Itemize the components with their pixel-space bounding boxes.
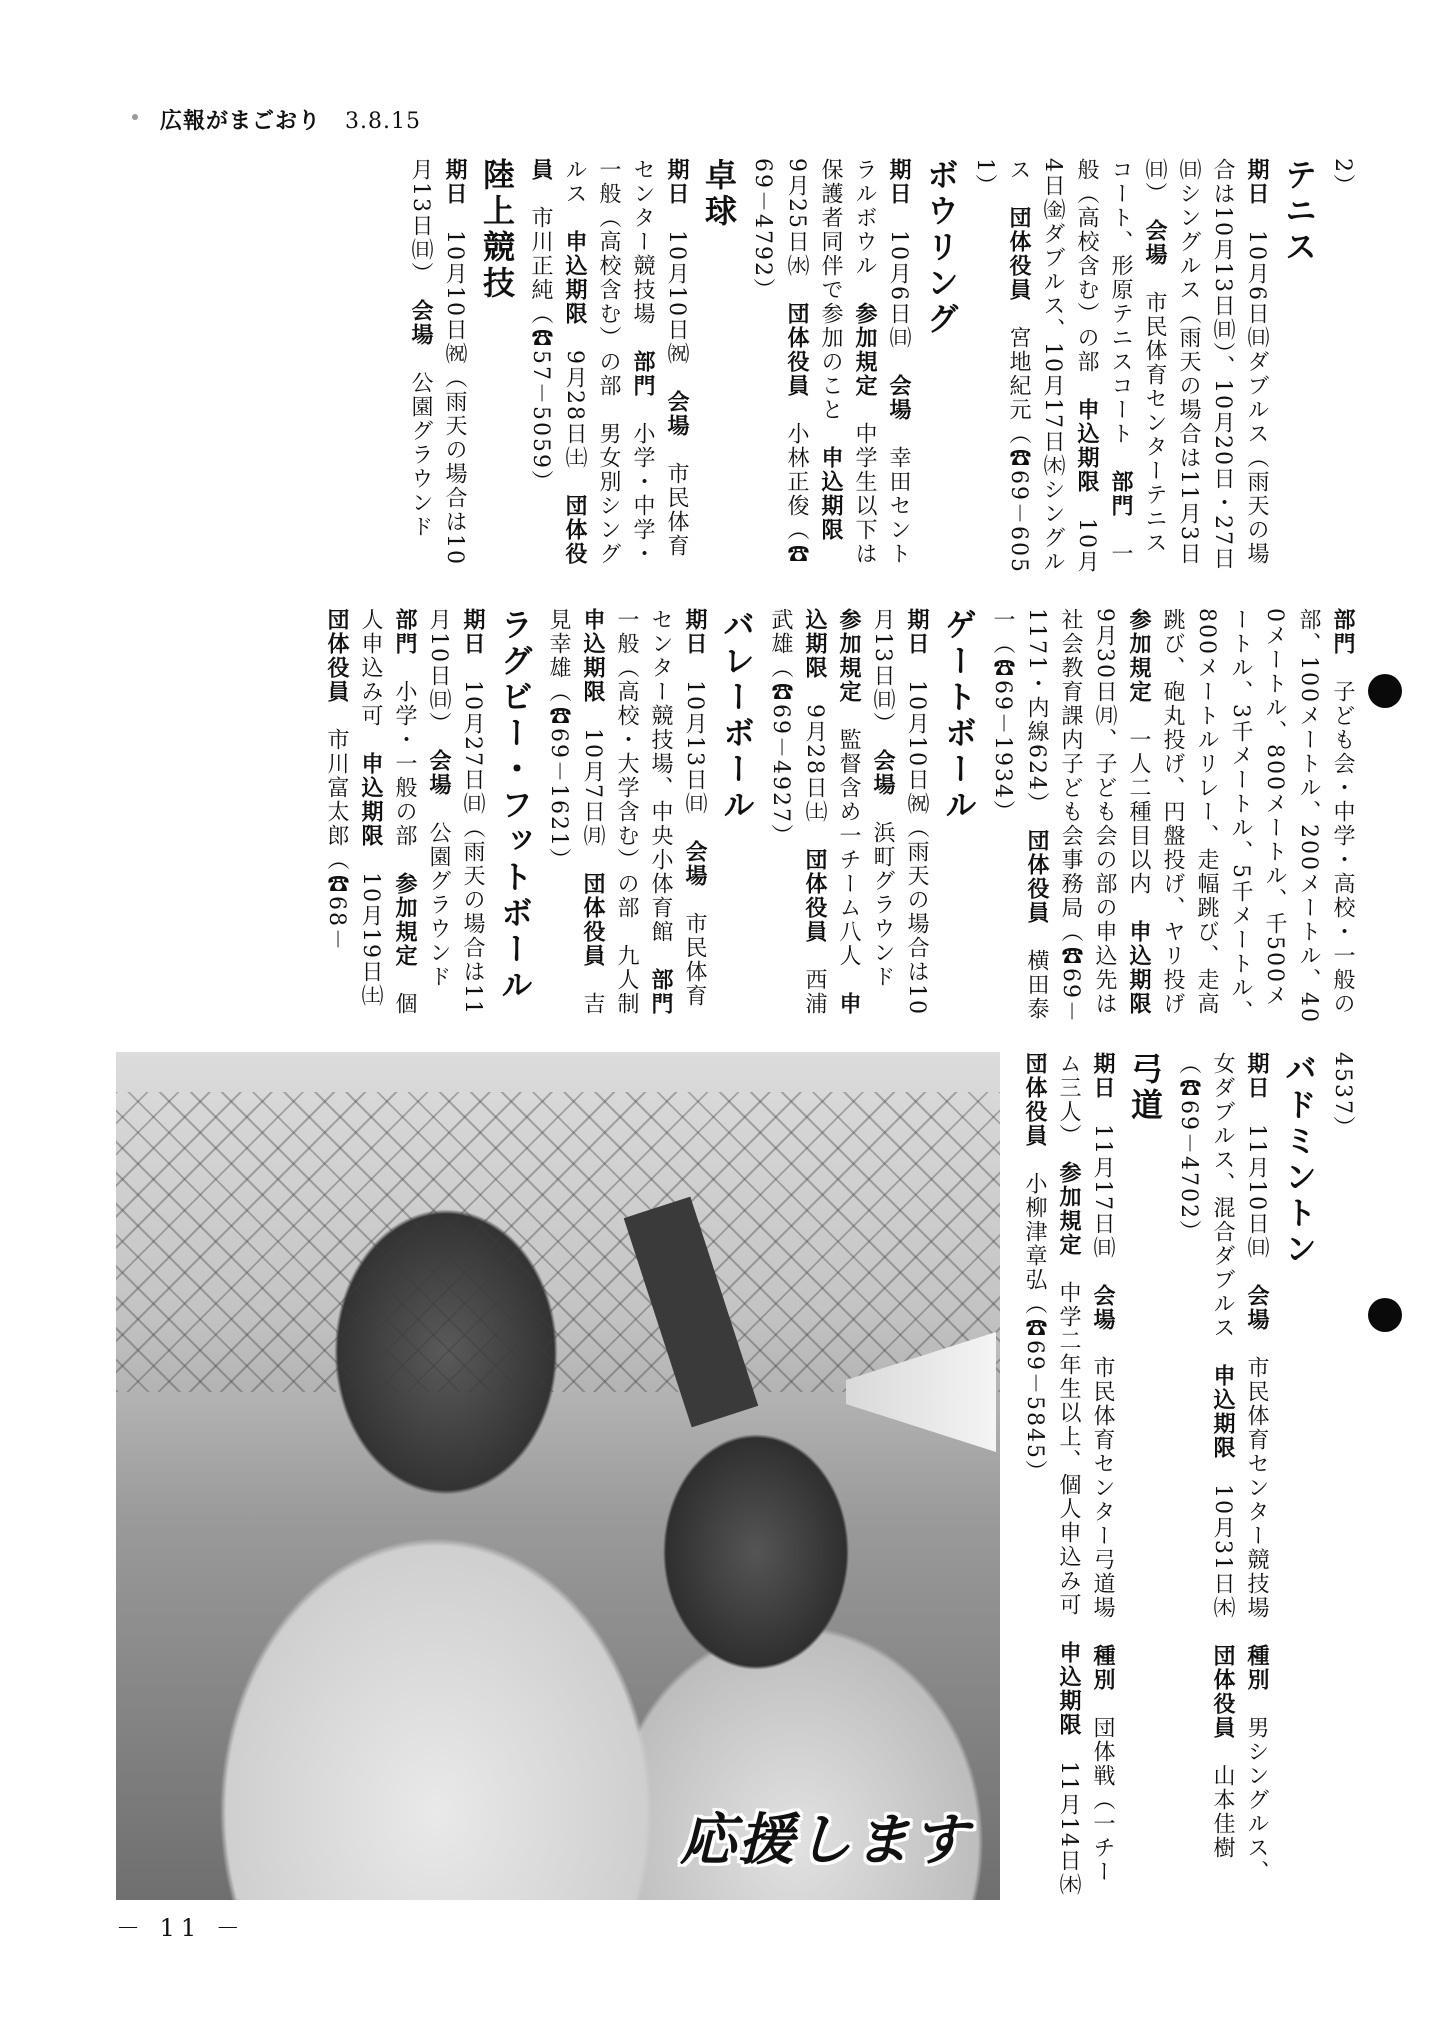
page-header [160, 104, 421, 135]
section-title-badminton: バドミントン [1280, 1052, 1318, 1268]
section-title-athletics: 陸上競技 [478, 158, 516, 302]
volleyball-body: 期日 10月13日㈰ 会場 市民体育センター競技場、中央小体育館 部門 一般（高校・大学含む）の部 九人制 申込期限 10月7日㈪ 団体役員 吉見幸雄（☎69－1621） [546, 608, 707, 1016]
lower-right-text-block [1022, 1052, 1359, 1902]
section-kyudo [1017, 1052, 1171, 1902]
prev-tail: 2） [1330, 158, 1355, 198]
kyudo-body: 期日 11月17日㈰ 会場 市民体育センター弓道場 種別 団体戦（一チーム三人） 参加規定 中学二年生以上、個人申込み可 申込期限 11月14日㈭ 団体役員 小柳津章弘（☎69－5845） [1022, 1052, 1115, 1897]
athletics-cont-body: 部門 子ども会・中学・高校・一般の部、100メートル、200メートル、400メートル、800メートル、千500メートル、3千メートル、5千メートル、800メートルリレー、走幅跳び、走高跳び、砲丸投げ、円盤投げ、ヤリ投げ 参加規定 一人二種目以内 申込期限 9月30日㈪、子ども会の部の申込先は社会教育課内子ども会事務局（☎69－1171・内線624） 団体役員 横田泰一（☎69－1934） [990, 608, 1355, 1024]
section-table-tennis [523, 158, 745, 578]
publication-date: 3.8.15 [345, 109, 421, 134]
section-title-table-tennis: 卓球 [700, 158, 738, 230]
section-tennis [967, 158, 1325, 578]
publication-title: 広報がまごおり [160, 109, 322, 134]
section-title-volleyball: バレーボール [718, 608, 756, 824]
section-rugby [319, 608, 541, 1024]
section-athletics [403, 158, 523, 578]
binder-hole-bottom [1368, 1298, 1402, 1332]
section-badminton [1171, 1052, 1325, 1902]
upper-text-block [219, 158, 1359, 578]
bowling-body: 期日 10月6日㈰ 会場 幸田セントラルボウル 参加規定 中学生以下は保護者同伴で参加のこと 申込期限 9月25日㈬ 団体役員 小林正俊（☎69－4792） [750, 158, 911, 566]
section-athletics-cont [985, 608, 1359, 1024]
cheering-photo [116, 1052, 1000, 1900]
rugby-tail: 4537） [1330, 1052, 1355, 1140]
section-title-gateball: ゲートボール [940, 608, 978, 824]
fence-pattern [116, 1092, 1000, 1392]
rugby-body: 期日 10月27日㈰（雨天の場合は11月10日㈰） 会場 公園グラウンド 部門 小学・一般の部 参加規定 個人申込み可 申込期限 10月19日㈯ 団体役員 市川富太郎（☎68－ [324, 608, 485, 1016]
section-gateball [763, 608, 985, 1024]
athletics-body: 期日 10月10日㈷（雨天の場合は10月13日㈰） 会場 公園グラウンド [408, 158, 467, 566]
photo-caption: 応援します [680, 1808, 970, 1873]
section-title-tennis: テニス [1280, 158, 1318, 266]
section-volleyball [541, 608, 763, 1024]
section-bowling [745, 158, 967, 578]
section-title-kyudo: 弓道 [1126, 1052, 1164, 1124]
section-title-rugby: ラグビー・フットボール [496, 608, 534, 1004]
badminton-body: 期日 11月10日㈰ 会場 市民体育センター競技場 種別 男シングルス、女ダブルス、混合ダブルス 申込期限 10月31日㈭ 団体役員 山本佳樹（☎69－4702） [1176, 1052, 1269, 1884]
binder-hole-top [1368, 674, 1402, 708]
gateball-body: 期日 10月10日㈷（雨天の場合は10月13日㈰） 会場 浜町グラウンド 参加規定 監督含め一チーム八人 申込期限 9月28日㈯ 団体役員 西浦武雄（☎69－4927） [768, 608, 929, 1016]
page-number: － 11 － [116, 1914, 246, 1942]
header-dot [132, 114, 138, 120]
section-title-bowling: ボウリング [922, 158, 960, 338]
tennis-body: 期日 10月6日㈰ダブルス（雨天の場合は10月13日㈰）、10月20日・27日㈰シングルス（雨天の場合は11月3日㈰） 会場 市民体育センターテニスコート、形原テニスコート 部門 一般（高校含む）の部 申込期限 10月4日㈮ダブルス、10月17日㈭シングルス 団体役員 宮地紀元（☎69－6051） [972, 158, 1269, 574]
table-tennis-body: 期日 10月10日㈷ 会場 市民体育センター競技場 部門 小学・中学・一般（高校含む）の部 男女別シングルス 申込期限 9月28日㈯ 団体役員 市川正純（☎57－5059） [528, 158, 689, 566]
middle-text-block [219, 608, 1359, 1024]
